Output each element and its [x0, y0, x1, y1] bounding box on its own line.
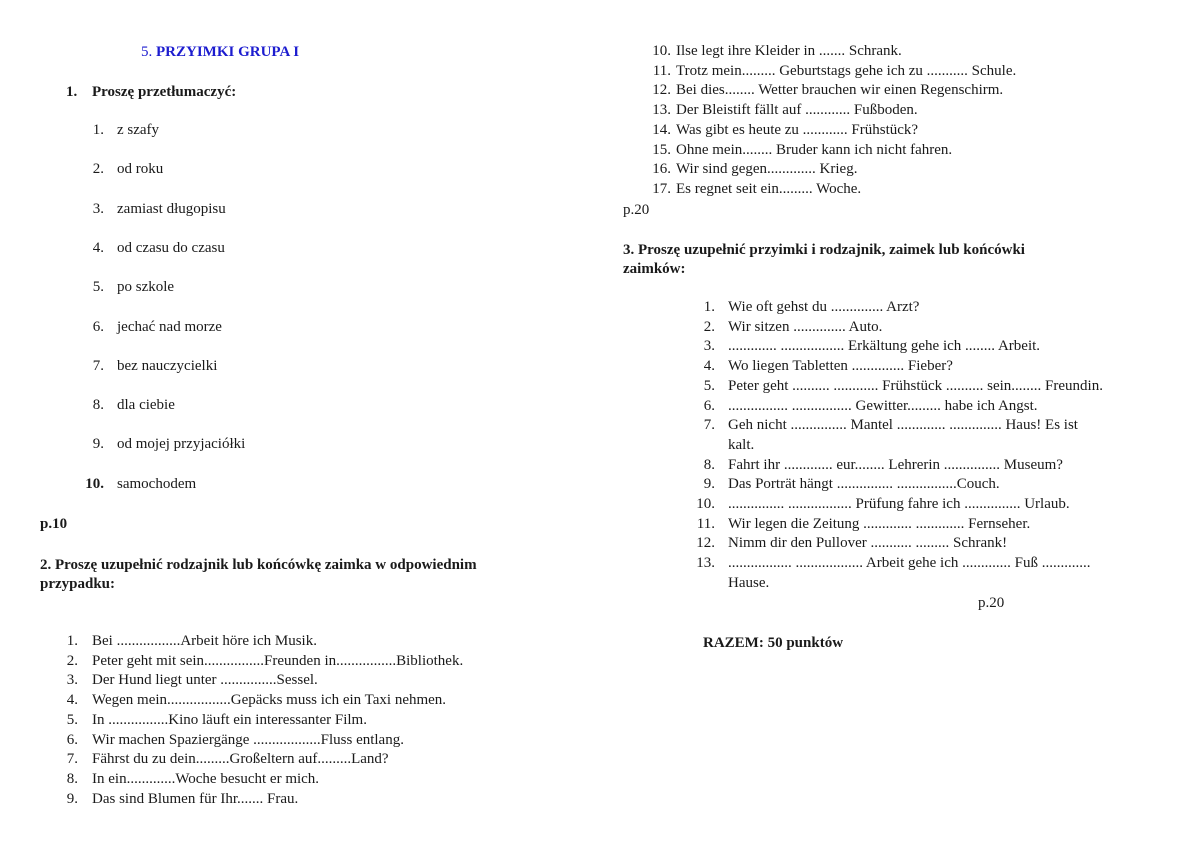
list-item	[0, 710, 600, 730]
list-item-text: zamiast długopisu	[117, 200, 226, 217]
list-item-number: 2.	[703, 318, 715, 335]
list-item	[0, 395, 600, 415]
list-item	[600, 455, 1200, 475]
list-item-text: jechać nad morze	[117, 318, 222, 335]
section2-heading-line2: przypadku:	[40, 576, 116, 592]
total-points: RAZEM: 50 punktów	[703, 635, 844, 651]
list-item	[0, 730, 600, 750]
list-item-text: po szkole	[117, 279, 175, 296]
list-item	[600, 41, 1200, 61]
list-item	[0, 356, 600, 376]
list-item-number: 9.	[703, 476, 715, 493]
list-item-text: Geh nicht ............... Mantel ............. .............. Haus! Es ist	[728, 417, 1078, 434]
list-item-number: 10.	[85, 475, 104, 492]
list-item-text: Trotz mein......... Geburtstags gehe ich zu ........... Schule.	[676, 62, 1017, 79]
section3-heading-line2: zaimków:	[623, 261, 686, 277]
list-item-text: ............. ................. Erkältung gehe ich ........ Arbeit.	[728, 338, 1041, 355]
list-item-number: 13.	[652, 102, 671, 119]
list-item-number: 3.	[66, 672, 78, 689]
list-item-text: Es regnet seit ein......... Woche.	[676, 180, 862, 197]
list-item-text: Wir machen Spaziergänge ..................Fluss entlang.	[92, 731, 404, 748]
list-item-text: Wegen mein.................Gepäcks muss ich ein Taxi nehmen.	[92, 692, 447, 709]
title-number: 5.	[141, 44, 153, 60]
list-item-number: 2.	[66, 652, 78, 669]
right-column	[600, 0, 1200, 849]
list-item-number: 10.	[652, 43, 671, 59]
list-item-text: Bei .................Arbeit höre ich Musik.	[92, 633, 317, 649]
list-item-number: 6.	[92, 318, 104, 335]
list-item	[0, 434, 600, 454]
list-item	[0, 690, 600, 710]
list-item-number: 3.	[703, 338, 715, 355]
list-item-number: 9.	[66, 790, 78, 807]
list-item-number: 8.	[703, 456, 715, 473]
list-item-number: 10.	[696, 496, 715, 512]
list-item-number: 5.	[92, 279, 104, 296]
section3-heading-line1: 3. Proszę uzupełnić przyimki i rodzajnik, zaimek lub końcówki	[623, 242, 1025, 258]
list-item-number: 4.	[703, 358, 715, 375]
list-item-text: Fahrt ihr ............. eur........ Lehrerin ............... Museum?	[728, 456, 1063, 473]
list-item-number: 12.	[652, 82, 671, 99]
list-item-number: 13.	[696, 555, 715, 572]
list-item-number: 7.	[66, 751, 78, 768]
list-item-text: od mojej przyjaciółki	[117, 436, 246, 453]
list-item-text: z szafy	[117, 122, 160, 138]
list-item-number: 6.	[66, 731, 78, 748]
list-item-text: Bei dies........ Wetter brauchen wir einen Regenschirm.	[676, 82, 1004, 99]
list-item-text: Das Porträt hängt ............... ................Couch.	[728, 476, 1000, 493]
list-item	[600, 553, 1200, 573]
list-item-continuation: Hause.	[728, 574, 770, 591]
list-item-text: Der Bleistift fällt auf ............ Fußboden.	[676, 102, 918, 119]
list-item-number: 8.	[66, 770, 78, 787]
list-item-number: 6.	[703, 397, 715, 414]
list-item	[600, 474, 1200, 494]
list-item	[600, 356, 1200, 376]
list-item	[600, 514, 1200, 534]
list-item-text: od czasu do czasu	[117, 239, 225, 256]
list-item	[600, 140, 1200, 160]
list-item-number: 17.	[652, 180, 671, 197]
list-item-number: 8.	[92, 397, 104, 414]
list-item-text: In ein.............Woche besucht er mich.	[92, 770, 320, 787]
list-item	[600, 376, 1200, 396]
list-item	[0, 120, 600, 140]
list-item-text: bez nauczycielki	[117, 357, 218, 374]
list-item-text: Nimm dir den Pullover ........... ......... Schrank!	[728, 535, 1008, 552]
list-item-number: 7.	[703, 417, 715, 434]
list-item-text: ................ ................ Gewitter......... habe ich Angst.	[728, 397, 1038, 414]
list-item-text: Was gibt es heute zu ............ Frühstück?	[676, 121, 919, 138]
list-item	[0, 199, 600, 219]
list-item	[0, 159, 600, 179]
list-item	[600, 120, 1200, 140]
list-item-text: Wo liegen Tabletten .............. Fieber?	[728, 358, 953, 375]
list-item-number: 7.	[92, 357, 104, 374]
list-item	[600, 336, 1200, 356]
list-item-number: 5.	[66, 711, 78, 728]
list-item-number: 1.	[703, 299, 715, 315]
list-item	[0, 631, 600, 651]
list-item	[0, 474, 600, 494]
list-item-number: 11.	[696, 515, 715, 532]
list-item	[600, 80, 1200, 100]
list-item	[600, 533, 1200, 553]
list-item	[600, 61, 1200, 81]
list-item	[0, 651, 600, 671]
list-item-text: Das sind Blumen für Ihr....... Frau.	[92, 790, 299, 807]
list-item-text: Wir sind gegen............. Krieg.	[676, 161, 858, 178]
list-item-number: 15.	[652, 141, 671, 158]
list-item-text: od roku	[117, 161, 164, 178]
list-item-text: dla ciebie	[117, 397, 175, 414]
list-item	[600, 396, 1200, 416]
section3-points: p.20	[978, 595, 1005, 611]
list-item-text: samochodem	[117, 475, 197, 492]
list-item-number: 3.	[92, 200, 104, 217]
section2-points: p.20	[623, 202, 650, 218]
list-item-number: 14.	[652, 121, 671, 138]
list-item-number: 16.	[652, 161, 671, 178]
list-item	[600, 100, 1200, 120]
list-item-number: 12.	[696, 535, 715, 552]
list-item	[0, 789, 600, 809]
title-text: PRZYIMKI GRUPA I	[156, 44, 300, 60]
list-item-text: Wie oft gehst du .............. Arzt?	[728, 299, 920, 315]
list-item-number: 1.	[92, 122, 104, 138]
list-item-text: ............... ................. Prüfung fahre ich ............... Urlaub.	[728, 496, 1070, 512]
list-item	[0, 749, 600, 769]
list-item	[0, 238, 600, 258]
list-item-text: Wir sitzen .............. Auto.	[728, 318, 883, 335]
section1-heading: 1. Proszę przetłumaczyć:	[66, 84, 237, 100]
list-item-text: In ................Kino läuft ein interessanter Film.	[92, 711, 367, 728]
list-item-number: 9.	[92, 436, 104, 453]
list-item	[600, 317, 1200, 337]
list-item-text: Ilse legt ihre Kleider in ....... Schrank.	[676, 43, 902, 59]
list-item-text: Der Hund liegt unter ...............Sessel.	[92, 672, 318, 689]
section1-points: p.10	[40, 516, 68, 532]
list-item-text: Peter geht mit sein................Freunden in................Bibliothek.	[92, 652, 464, 669]
list-item	[600, 415, 1200, 435]
list-item	[0, 277, 600, 297]
list-item	[600, 179, 1200, 199]
list-item-text: Fährst du zu dein.........Großeltern auf.........Land?	[92, 751, 389, 768]
list-item	[0, 670, 600, 690]
list-item-text: Ohne mein........ Bruder kann ich nicht fahren.	[676, 141, 953, 158]
list-item-number: 2.	[92, 161, 104, 178]
list-item-number: 5.	[703, 377, 715, 394]
list-item-number: 1.	[66, 633, 78, 649]
list-item-text: ................. .................. Arbeit gehe ich ............. Fuß .............	[728, 555, 1091, 572]
list-item-text: Wir legen die Zeitung ............. ............. Fernseher.	[728, 515, 1031, 532]
list-item-number: 4.	[66, 692, 78, 709]
page-title	[141, 42, 299, 62]
list-item	[0, 317, 600, 337]
list-item-text: Peter geht .......... ............ Frühstück .......... sein........ Freundin.	[728, 377, 1103, 394]
list-item	[600, 297, 1200, 317]
list-item	[600, 494, 1200, 514]
list-item	[600, 159, 1200, 179]
section2-heading-line1: 2. Proszę uzupełnić rodzajnik lub końcówkę zaimka w odpowiednim	[40, 557, 477, 573]
list-item-number: 4.	[92, 239, 104, 256]
list-item-number: 11.	[652, 62, 671, 79]
list-item	[0, 769, 600, 789]
list-item-continuation: kalt.	[728, 436, 755, 453]
